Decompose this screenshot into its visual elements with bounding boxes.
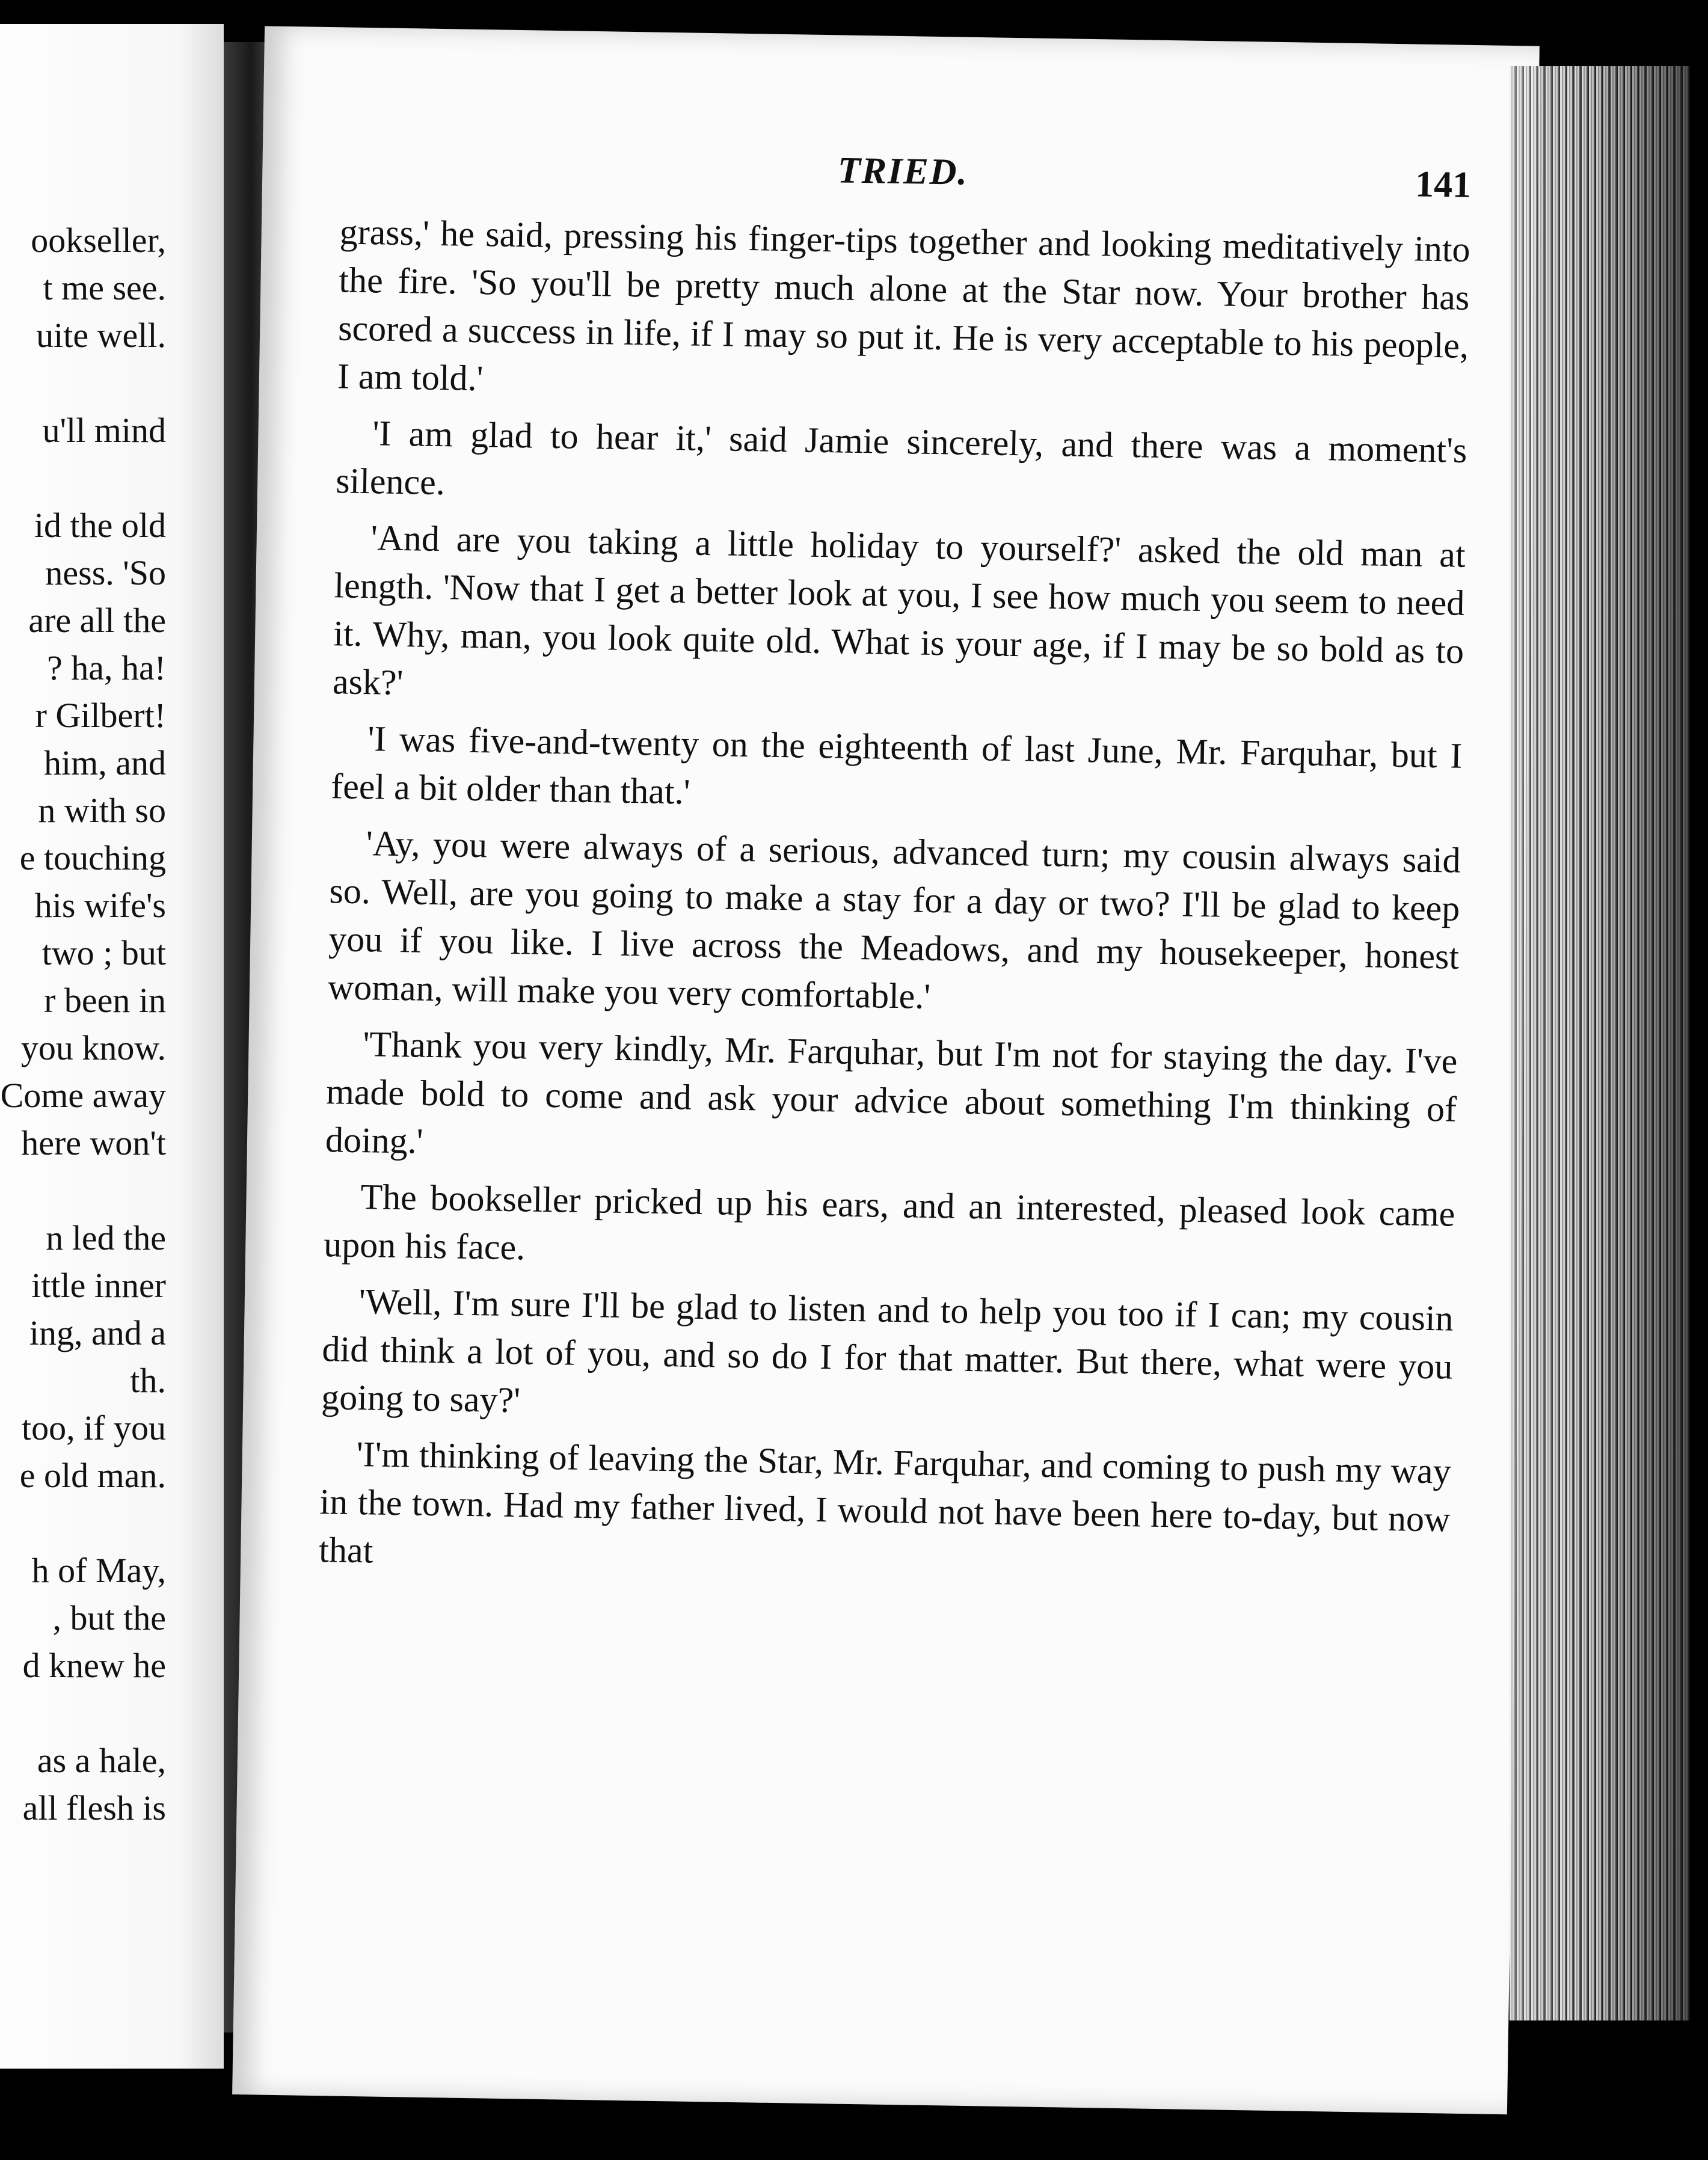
paragraph: 'And are you taking a little holiday to yourself?' asked the old man at length. 'Now that I get a better look at you, I see how much you seem to need it. Why, man, you look quite old. What is your age, if I may be so bold as to ask?'	[332, 518, 1466, 703]
left-page-line: two ; but	[41, 933, 166, 972]
left-page-blank-line	[0, 1499, 166, 1547]
left-page-line: ittle inner	[31, 1266, 166, 1305]
left-page-line: are all the	[28, 601, 166, 640]
left-page-line: t me see.	[43, 268, 166, 307]
paragraph: grass,' he said, pressing his finger-tips together and looking meditatively into the fire. 'So you'll be pretty much alone at the Star now. Your brother has scored a success in life, if I may so put it. He is very acceptable to his people, I am told.'	[337, 212, 1471, 399]
left-page-line: you know.	[20, 1028, 166, 1067]
left-page-text	[0, 216, 166, 1832]
paragraph: 'Well, I'm sure I'll be glad to listen and to help you too if I can; my cousin did think a lot of you, and so do I for that matter. But there, what were you going to say?'	[321, 1281, 1454, 1420]
left-page-line: th.	[130, 1361, 166, 1400]
left-page-line: d knew he	[22, 1646, 166, 1685]
left-page-line: e touching	[19, 838, 166, 877]
left-page-blank-line	[0, 1167, 166, 1214]
left-page-line: too, if you	[21, 1408, 166, 1447]
left-page-line: u'll mind	[42, 411, 166, 450]
left-page-line: here won't	[21, 1123, 166, 1162]
left-page-line: ookseller,	[31, 221, 166, 260]
left-page-blank-line	[0, 359, 166, 407]
paragraph: 'Ay, you were always of a serious, advanced turn; my cousin always said so. Well, are you going to make a stay for a day or two? I'll be glad to keep you if you like. I live across the Meadows, and my housekeeper, honest woman, will make you very comfortable.'	[327, 823, 1461, 1016]
left-page-line: n with so	[38, 791, 166, 830]
paragraph: 'I'm thinking of leaving the Star, Mr. Farquhar, and coming to push my way in the town. Had my father lived, I would not have been here to-day, but now that	[318, 1434, 1452, 1571]
running-title: TRIED.	[837, 150, 969, 193]
left-page	[0, 24, 224, 2069]
left-page-line: r been in	[44, 981, 166, 1020]
right-page	[232, 26, 1540, 2114]
left-page-blank-line	[0, 454, 166, 502]
paragraph: 'Thank you very kindly, Mr. Farquhar, but I'm not for staying the day. I've made bold to come and ask your advice about something I'm thinking of doing.'	[325, 1024, 1458, 1161]
left-page-line: n led the	[46, 1218, 166, 1257]
page-number: 141	[1415, 164, 1472, 206]
left-page-line: r Gilbert!	[35, 696, 166, 735]
left-page-line: him, and	[44, 743, 166, 782]
left-page-line: his wife's	[34, 886, 166, 925]
page-fore-edge	[1510, 66, 1690, 2020]
left-page-line: Come away	[0, 1076, 166, 1115]
left-page-blank-line	[0, 1689, 166, 1737]
left-page-line: id the old	[34, 506, 166, 545]
left-page-line: uite well.	[36, 316, 166, 355]
left-page-line: h of May,	[31, 1551, 166, 1590]
body-text	[318, 207, 1470, 1600]
page-header	[334, 141, 1472, 213]
paragraph: The bookseller pricked up his ears, and an interested, pleased look came upon his face.	[323, 1177, 1455, 1268]
left-page-line: as a hale,	[37, 1741, 166, 1780]
left-page-line: ing, and a	[29, 1313, 166, 1352]
paragraph: 'I am glad to hear it,' said Jamie sincerely, and there was a moment's silence.	[335, 413, 1467, 503]
left-page-line: , but the	[52, 1598, 166, 1637]
left-page-line: ness. 'So	[45, 553, 166, 592]
left-page-line: ? ha, ha!	[46, 648, 166, 687]
paragraph: 'I was five-and-twenty on the eighteenth of last June, Mr. Farquhar, but I feel a bit older than that.'	[330, 719, 1463, 812]
left-page-line: all flesh is	[22, 1788, 166, 1827]
left-page-line: e old man.	[19, 1456, 166, 1495]
